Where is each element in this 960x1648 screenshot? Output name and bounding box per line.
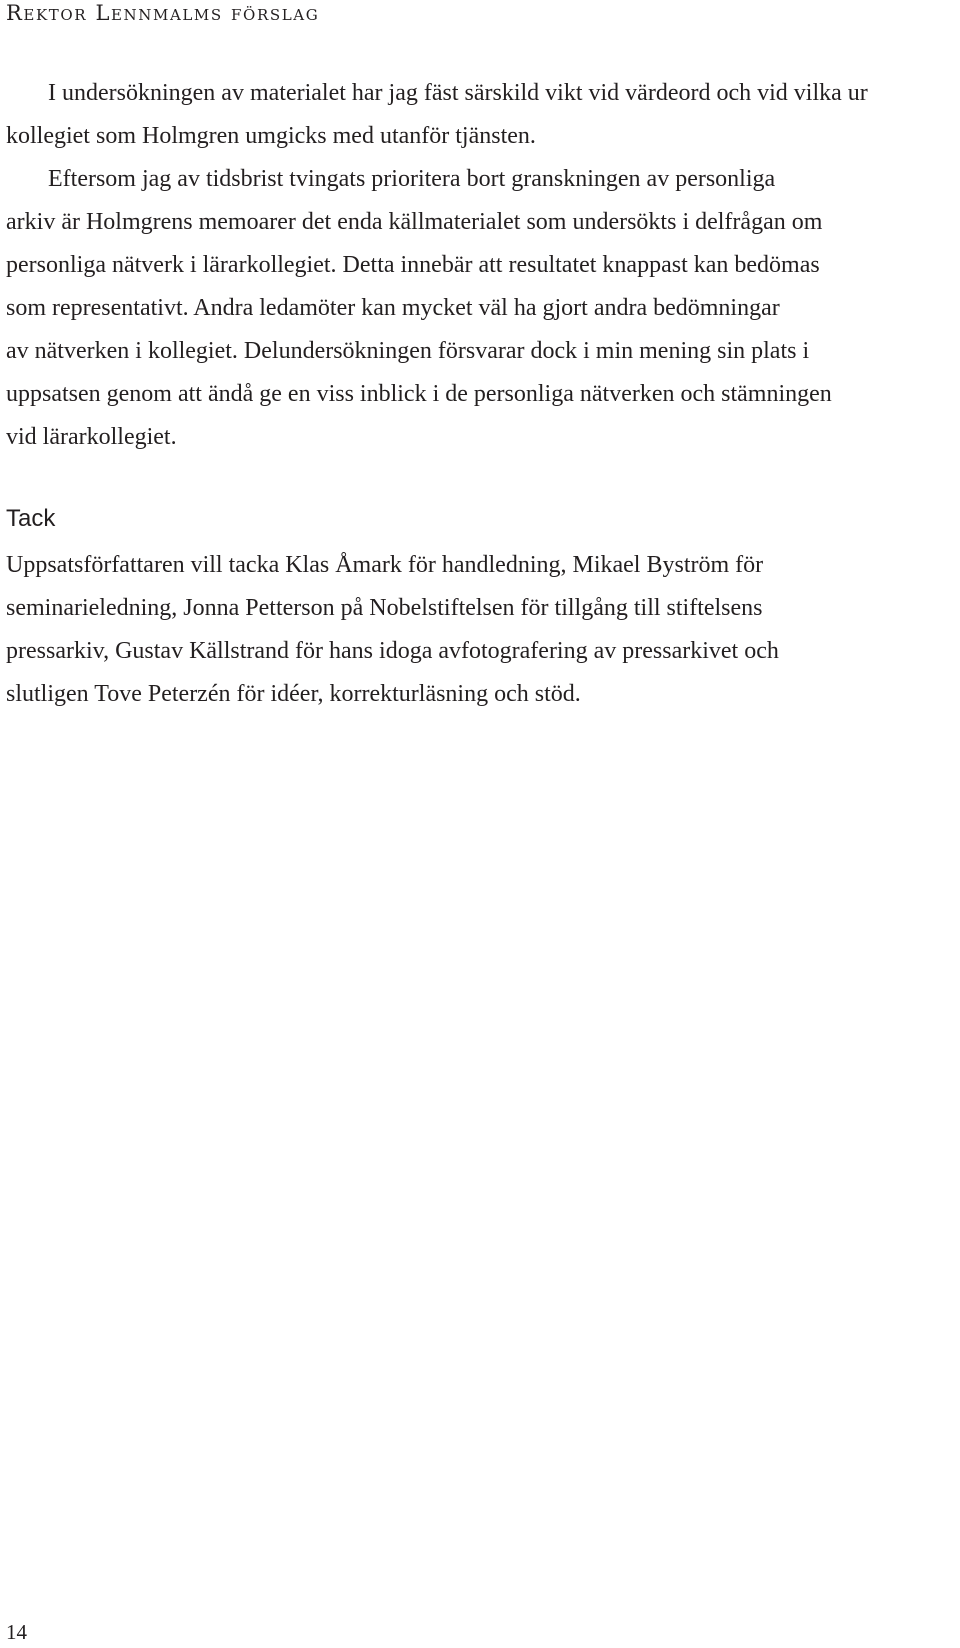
paragraph-line: Eftersom jag av tidsbrist tvingats prioritera bort granskningen av personliga [48, 166, 776, 192]
page-number: 14 [6, 1620, 27, 1644]
paragraph-line: vid lärarkollegiet. [6, 424, 177, 450]
running-header: Rektor Lennmalms förslag [6, 1, 320, 25]
paragraph-line: uppsatsen genom att ändå ge en viss inblick i de personliga nätverken och stämningen [6, 381, 832, 407]
acknowledgements-paragraph [6, 544, 958, 716]
section-heading: Tack [6, 505, 56, 532]
paragraph-line: I undersökningen av materialet har jag fäst särskild vikt vid värdeord och vid vilka ur [48, 80, 868, 106]
paragraph-line: Uppsatsförfattaren vill tacka Klas Åmark för handledning, Mikael Byström för [6, 552, 764, 578]
paragraph-line: kollegiet som Holmgren umgicks med utanför tjänsten. [6, 123, 536, 149]
body-paragraph [6, 72, 958, 158]
paragraph-line: personliga nätverk i lärarkollegiet. Detta innebär att resultatet knappast kan bedömas [6, 252, 820, 278]
paragraph-line: arkiv är Holmgrens memoarer det enda källmaterialet som undersökts i delfrågan om [6, 209, 823, 235]
paragraph-line: av nätverken i kollegiet. Delundersökningen försvarar dock i min mening sin plats i [6, 338, 810, 364]
paragraph-line: pressarkiv, Gustav Källstrand för hans idoga avfotografering av pressarkivet och [6, 638, 779, 664]
paragraph-line: seminarieledning, Jonna Petterson på Nobelstiftelsen för tillgång till stiftelsens [6, 595, 763, 621]
body-paragraph [6, 158, 958, 459]
paragraph-line: slutligen Tove Peterzén för idéer, korrekturläsning och stöd. [6, 681, 581, 707]
paragraph-line: som representativt. Andra ledamöter kan mycket väl ha gjort andra bedömningar [6, 295, 780, 321]
